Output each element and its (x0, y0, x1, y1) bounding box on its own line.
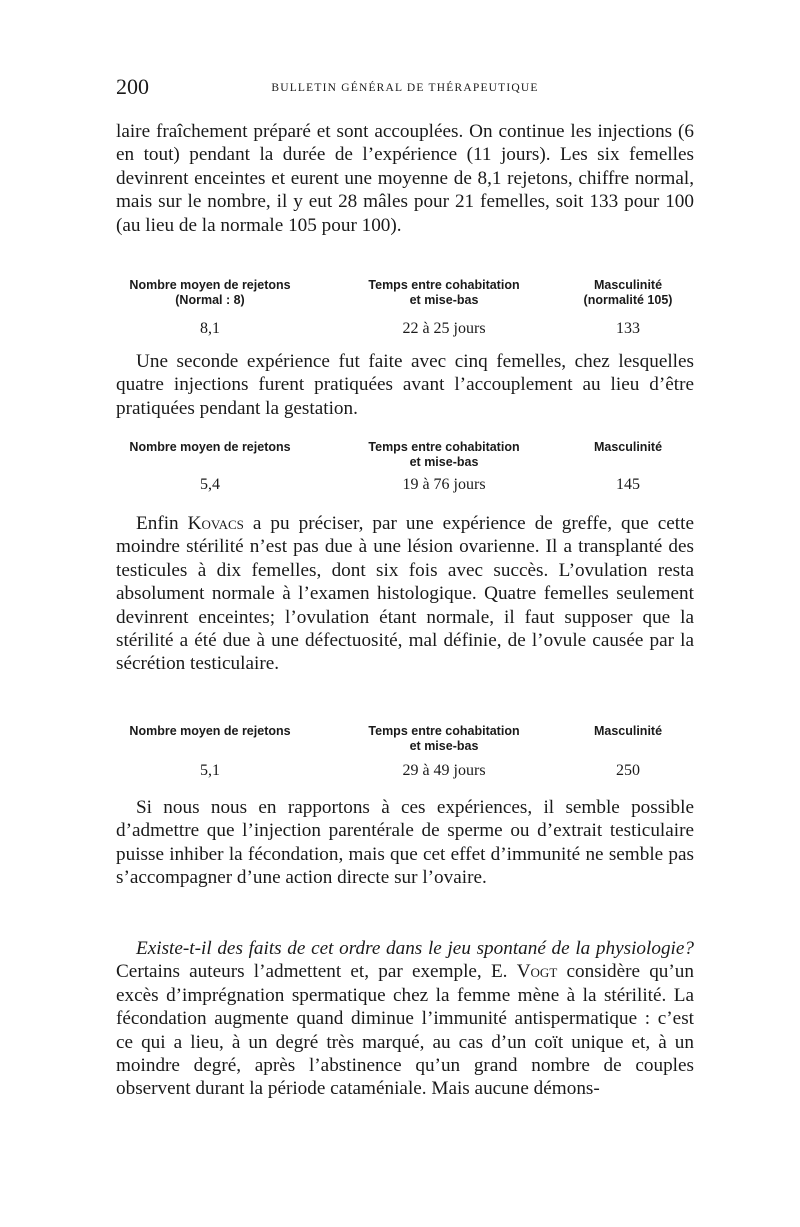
table-1-header (110, 278, 696, 312)
paragraph-2: Une seconde expérience fut faite avec cinq femelles, chez lesquelles quatre injections furent pratiquées avant l’accouplement au lieu d’être pratiquées pendant la gestation. (116, 351, 694, 419)
table-1-col2-header: Temps entre cohabitation et mise-bas (368, 278, 520, 307)
table-2-col3-header: Masculinité (593, 440, 663, 454)
table-1-gestation-time: 22 à 25 jours (402, 320, 486, 337)
italic-question: Existe-t-il des faits de cet ordre dans le jeu spontané de la physiologie? (136, 938, 694, 959)
table-2-gestation-time: 19 à 76 jours (402, 476, 486, 493)
table-3-gestation-time: 29 à 49 jours (402, 762, 486, 779)
table-2-values (110, 476, 696, 496)
table-3 (110, 724, 696, 779)
table-3-col1-header: Nombre moyen de rejetons (129, 724, 291, 738)
page-number: 200 (116, 74, 149, 99)
table-3-mean-offspring: 5,1 (200, 762, 220, 779)
paragraph-5: Existe-t-il des faits de cet ordre dans le jeu spontané de la physiologie? Certains auteurs l’admettent et, par exemple, E. Vogt considère qu’un excès d’imprégnation spermatique chez la femme mène à la stérilité. La fécondation augmente quand diminue l’immunité antispermatique : c’est ce qui a lieu, à un degré très marqué, au cas d’un coït unique et, à un moindre degré, après l’abstinence qu’un grand nombre de couples observent durant la période cataméniale. Mais aucune démons- (116, 938, 694, 1100)
table-3-values (110, 762, 696, 782)
table-1-masculinity: 133 (616, 320, 640, 337)
table-2-col1-header: Nombre moyen de rejetons (129, 440, 291, 454)
running-head: BULLETIN GÉNÉRAL DE THÉRAPEUTIQUE (271, 82, 539, 94)
table-3-col2-header: Temps entre cohabitation et mise-bas (368, 724, 520, 753)
table-2-masculinity: 145 (616, 476, 640, 493)
page-header (116, 74, 694, 104)
table-3-col3-header: Masculinité (593, 724, 663, 738)
paragraph-1: laire fraîchement préparé et sont accouplées. On continue les injections (6 en tout) pendant la durée de l’expérience (11 jours). Les six femelles devinrent enceintes et eurent une moyenne de 8,1 rejetons, chiffre normal, mais sur le nombre, il y eut 28 mâles pour 21 femelles, soit 133 pour 100 (au lieu de la normale 105 pour 100). (116, 121, 694, 236)
author-kovacs: Kovacs (187, 513, 244, 534)
table-1 (110, 278, 696, 337)
table-2-mean-offspring: 5,4 (200, 476, 220, 493)
table-3-header (110, 724, 696, 754)
table-2-col2-header: Temps entre cohabitation et mise-bas (368, 440, 520, 469)
author-vogt: Vogt (516, 961, 558, 983)
table-2 (110, 440, 696, 493)
table-1-values (110, 320, 696, 340)
paragraph-4: Si nous nous en rapportons à ces expériences, il semble possible d’admettre que l’injection parentérale de sperme ou d’extrait testiculaire puisse inhiber la fécondation, mais que cet effet d’immunité ne semble pas s’accompagner d’une action directe sur l’ovaire. (116, 797, 694, 889)
paragraph-3: Enfin Kovacs a pu préciser, par une expérience de greffe, que cette moindre stérilité n’est pas due à une lésion ovarienne. Il a transplanté des testicules à dix femelles, dont six fois avec succès. L’ovulation resta absolument normale à l’examen histologique. Quatre femelles seulement devinrent enceintes; l’ovulation étant normale, il faut supposer que la stérilité a été due à une défectuosité, mal définie, de l’ovule causée par la sécrétion testiculaire. (116, 513, 694, 675)
table-3-masculinity: 250 (616, 762, 640, 779)
table-1-mean-offspring: 8,1 (200, 320, 220, 337)
table-1-col1-header: Nombre moyen de rejetons (Normal : 8) (129, 278, 291, 307)
table-2-header (110, 440, 696, 470)
table-1-col3-header: Masculinité (normalité 105) (583, 278, 673, 307)
